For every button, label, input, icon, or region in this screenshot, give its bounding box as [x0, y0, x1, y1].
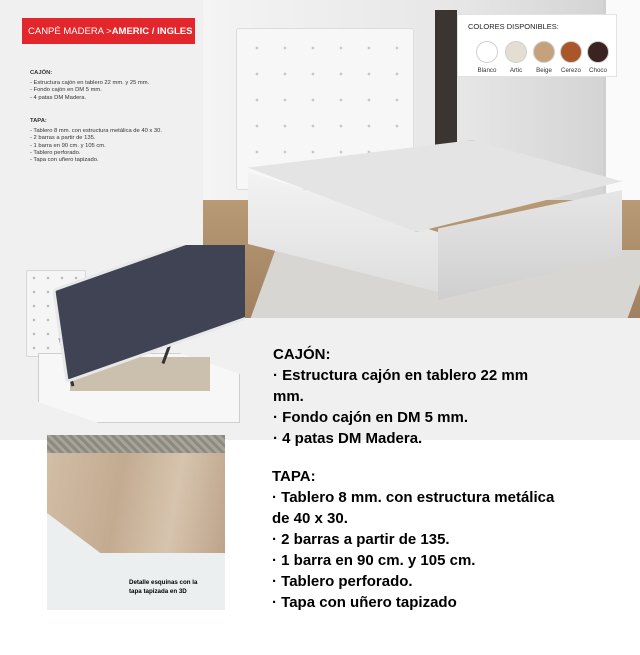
- main-spec-tapa: [272, 466, 554, 613]
- swatch-label: Beige: [536, 67, 552, 74]
- swatch-label: Cerezo: [561, 67, 581, 74]
- small-spec-tapa-item: - 2 barras a partir de 135.: [30, 135, 96, 142]
- corner-detail-photo: [47, 435, 225, 610]
- main-spec-tapa-line: · Tablero 8 mm. con estructura metálica: [272, 489, 555, 506]
- small-spec-tapa-item: - Tablero perforado.: [30, 149, 81, 156]
- swatch-blanco[interactable]: [476, 41, 498, 63]
- main-spec-tapa-line: · 2 barras a partir de 135.: [272, 531, 450, 548]
- main-spec-tapa-line: · Tablero perforado.: [272, 573, 413, 590]
- small-spec-cajon-item: - Estructura cajón en tablero 22 mm. y 25 mm.: [30, 80, 150, 87]
- main-spec-tapa-line: · Tapa con uñero tapizado: [272, 594, 457, 611]
- small-spec-tapa-item: - Tapa con uñero tapizado.: [30, 157, 99, 164]
- colors-panel: [457, 14, 617, 77]
- small-spec-tapa-title: TAPA:: [30, 118, 47, 124]
- small-spec-tapa-item: - 1 barra en 90 cm. y 105 cm.: [30, 142, 106, 149]
- main-spec-cajon-line: · Fondo cajón en DM 5 mm.: [273, 409, 469, 426]
- main-spec-cajon-line: · Estructura cajón en tablero 22 mm: [273, 367, 529, 384]
- swatch-label: Artic: [509, 67, 523, 74]
- small-spec-cajon-title: CAJÓN:: [30, 70, 53, 76]
- main-spec-tapa-title: TAPA:: [272, 468, 316, 485]
- main-spec-cajon-line: · 4 patas DM Madera.: [273, 430, 423, 447]
- title-bar: [22, 18, 195, 44]
- main-spec-cajon-title: CAJÓN:: [273, 346, 331, 363]
- detail-caption-line: Detalle esquinas con la: [129, 579, 198, 586]
- detail-caption-line: tapa tapizada en 3D: [129, 588, 187, 595]
- main-spec-tapa-line: de 40 x 30.: [272, 510, 348, 527]
- colors-title: COLORES DISPONIBLES:: [468, 22, 559, 31]
- title-category: CANPÉ MADERA >: [28, 25, 112, 37]
- small-spec-tapa-item: - Tablero 8 mm. con estructura metálica de 40 x 30.: [30, 128, 162, 135]
- main-spec-cajon-line: mm.: [273, 388, 304, 405]
- swatch-choco[interactable]: [587, 41, 609, 63]
- title-models: AMERIC / INGLES: [111, 25, 193, 37]
- small-spec-tapa: [30, 118, 162, 164]
- swatch-label: Choco: [589, 67, 607, 74]
- open-bed-photo: [20, 245, 245, 430]
- detail-caption: [129, 578, 225, 596]
- main-spec-tapa-line: · 1 barra en 90 cm. y 105 cm.: [272, 552, 476, 569]
- swatch-label: Blanco: [477, 67, 497, 74]
- main-spec-cajon: [273, 344, 528, 449]
- small-spec-cajon-item: - Fondo cajón en DM 5 mm.: [30, 87, 102, 94]
- swatch-beige[interactable]: [533, 41, 555, 63]
- small-spec-cajon-item: - 4 patas DM Madera.: [30, 94, 87, 101]
- detail-wood-corner: [47, 453, 225, 553]
- small-spec-cajon: [30, 70, 149, 102]
- swatch-cerezo[interactable]: [560, 41, 582, 63]
- swatch-artic[interactable]: [505, 41, 527, 63]
